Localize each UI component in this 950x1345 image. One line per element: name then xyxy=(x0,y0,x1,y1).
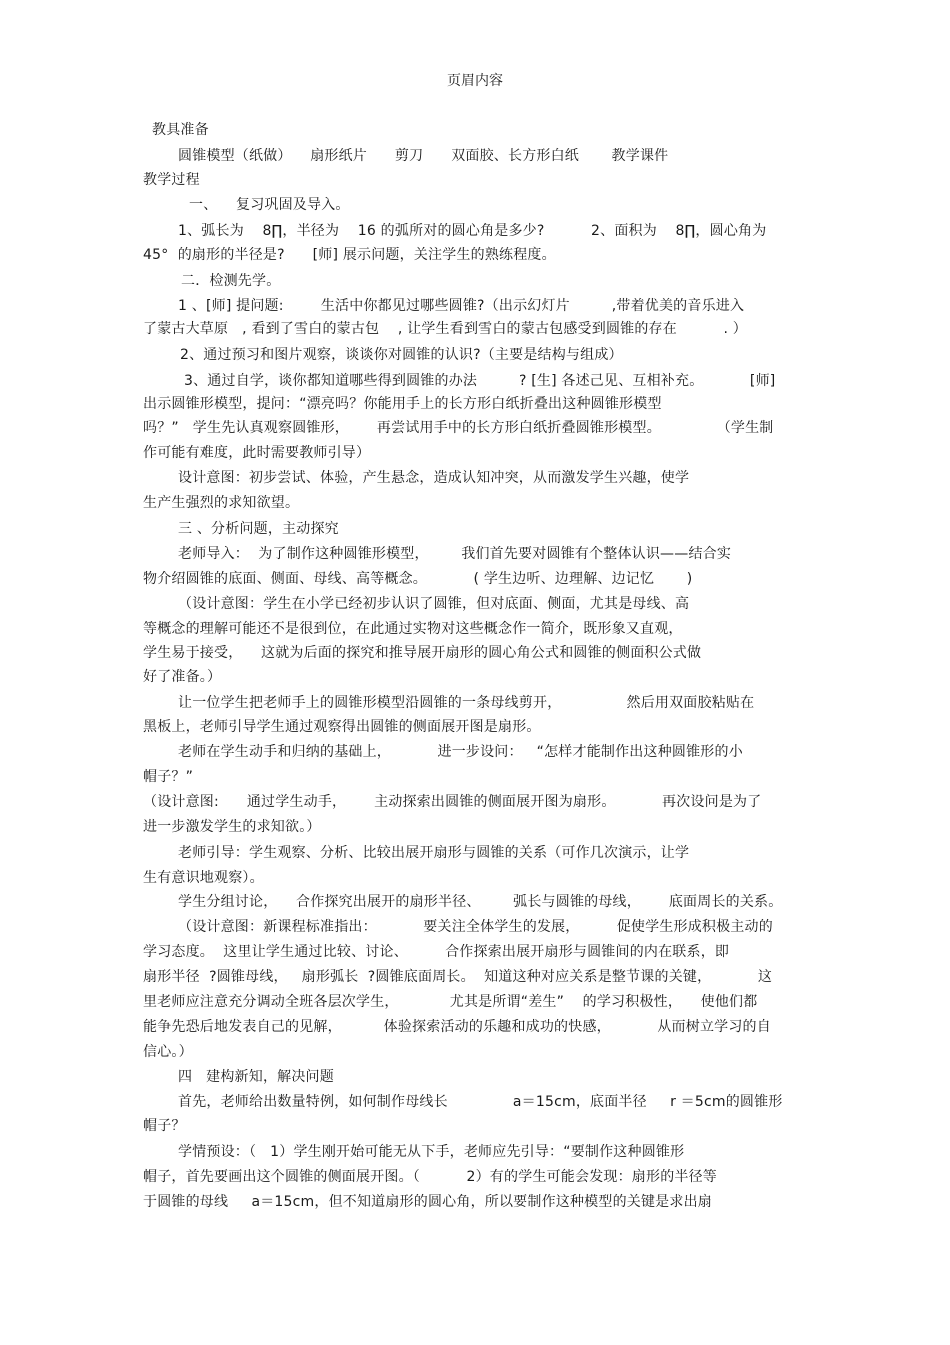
text-line: 老师在学生动手和归纳的基础上， 进一步设问： “怎样才能制作出这种圆锥形的小 xyxy=(178,744,743,760)
text-line: 1、弧长为 8∏，半径为 16 的弧所对的圆心角是多少? 2、面积为 8∏，圆心角为 xyxy=(178,223,767,239)
text-line: 吗？” 学生先认真观察圆锥形， 再尝试用手中的长方形白纸折叠圆锥形模型。 （学生制 xyxy=(143,420,774,436)
text-line: 帽子？ xyxy=(143,1118,186,1134)
text-line: 进一步激发学生的求知欲。） xyxy=(143,819,321,835)
text-line: 让一位学生把老师手上的圆锥形模型沿圆锥的一条母线剪开， 然后用双面胶粘贴在 xyxy=(178,695,755,711)
text-line: 学情预设：（ 1）学生刚开始可能无从下手，老师应先引导：“要制作这种圆锥形 xyxy=(178,1144,685,1160)
text-line: （设计意图：新课程标准指出： 要关注全体学生的发展， 促使学生形成积极主动的 xyxy=(178,919,773,935)
text-line: 里老师应注意充分调动全班各层次学生， 尤其是所谓“差生” 的学习积极性， 使他们都 xyxy=(143,994,758,1010)
text-line: 作可能有难度，此时需要教师引导） xyxy=(143,445,371,461)
text-line: 学生易于接受， 这就为后面的探究和推导展开扇形的圆心角公式和圆锥的侧面积公式做 xyxy=(143,645,702,661)
text-line: 学习态度。 这里让学生通过比较、讨论、 合作探索出展开扇形与圆锥间的内在联系，即 xyxy=(143,944,730,960)
text-line: 黑板上，老师引导学生通过观察得出圆锥的侧面展开图是扇形。 xyxy=(143,719,541,735)
text-line: 物介绍圆锥的底面、侧面、母线、高等概念。 ( 学生边听、边理解、边记忆 ) xyxy=(143,571,693,587)
text-line: 信心。） xyxy=(143,1044,193,1060)
text-line: 帽子，首先要画出这个圆锥的侧面展开图。（ 2）有的学生可能会发现：扇形的半径等 xyxy=(143,1169,718,1185)
text-line: 三 、分析问题，主动探究 xyxy=(178,521,339,537)
text-line: 2、通过预习和图片观察，谈谈你对圆锥的认识?（主要是结构与组成） xyxy=(180,347,623,363)
text-line: 好了准备。） xyxy=(143,669,222,685)
text-line: （设计意图：学生在小学已经初步认识了圆锥，但对底面、侧面，尤其是母线、高 xyxy=(178,596,690,612)
text-line: 生有意识地观察）。 xyxy=(143,870,264,886)
text-line: 能争先恐后地发表自己的见解， 体验探索活动的乐趣和成功的快感， 从而树立学习的自 xyxy=(143,1019,771,1035)
text-line: 首先，老师给出数量特例，如何制作母线长 a＝15cm，底面半径 r ＝5cm的圆锥形 xyxy=(178,1094,783,1110)
text-line: 一、 复习巩固及导入。 xyxy=(189,197,350,213)
text-line: 3、通过自学，谈你都知道哪些得到圆锥的办法 ? [生] 各述己见、互相补充。 [师] xyxy=(184,373,776,389)
text-line: 教学过程 xyxy=(143,172,200,188)
text-line: 扇形半径 ?圆锥母线， 扇形弧长 ?圆锥底面周长。 知道这种对应关系是整节课的关键， 这 xyxy=(143,969,773,985)
text-line: 学生分组讨论， 合作探究出展开的扇形半径、 弧长与圆锥的母线， 底面周长的关系。 xyxy=(178,894,783,910)
text-line: 老师导入： 为了制作这种圆锥形模型， 我们首先要对圆锥有个整体认识——结合实 xyxy=(178,546,732,562)
text-line: 设计意图：初步尝试、体验，产生悬念，造成认知冲突，从而激发学生兴趣，使学 xyxy=(178,470,690,486)
page-header: 页眉内容 xyxy=(447,73,503,89)
text-line: 教具准备 xyxy=(152,122,209,138)
text-line: 圆锥模型（纸做） 扇形纸片 剪刀 双面胶、长方形白纸 教学课件 xyxy=(178,148,669,164)
text-line: 帽子？” xyxy=(143,769,194,785)
text-line: 老师引导：学生观察、分析、比较出展开扇形与圆锥的关系（可作几次演示，让学 xyxy=(178,845,690,861)
text-line: 二．检测先学。 xyxy=(181,273,281,289)
text-line: 出示圆锥形模型，提问：“漂亮吗？你能用手上的长方形白纸折叠出这种圆锥形模型 xyxy=(143,396,662,412)
text-line: 于圆锥的母线 a＝15cm，但不知道扇形的圆心角，所以要制作这种模型的关键是求出扇 xyxy=(143,1194,712,1210)
text-line: 等概念的理解可能还不是很到位，在此通过实物对这些概念作一简介，既形象又直观， xyxy=(143,621,683,637)
text-line: 了蒙古大草原 , 看到了雪白的蒙古包 , 让学生看到雪白的蒙古包感受到圆锥的存在 . ） xyxy=(143,321,747,337)
text-line: 45° 的扇形的半径是? [师] 展示问题，关注学生的熟练程度。 xyxy=(143,247,556,263)
text-line: （设计意图: 通过学生动手， 主动探索出圆锥的侧面展开图为扇形。 再次设问是为了 xyxy=(143,794,762,810)
text-line: 四 建构新知，解决问题 xyxy=(178,1069,334,1085)
text-line: 生产生强烈的求知欲望。 xyxy=(143,495,300,511)
text-line: 1 、[师] 提问题: 生活中你都见过哪些圆锥?（出示幻灯片 ,带着优美的音乐进入 xyxy=(178,298,745,314)
